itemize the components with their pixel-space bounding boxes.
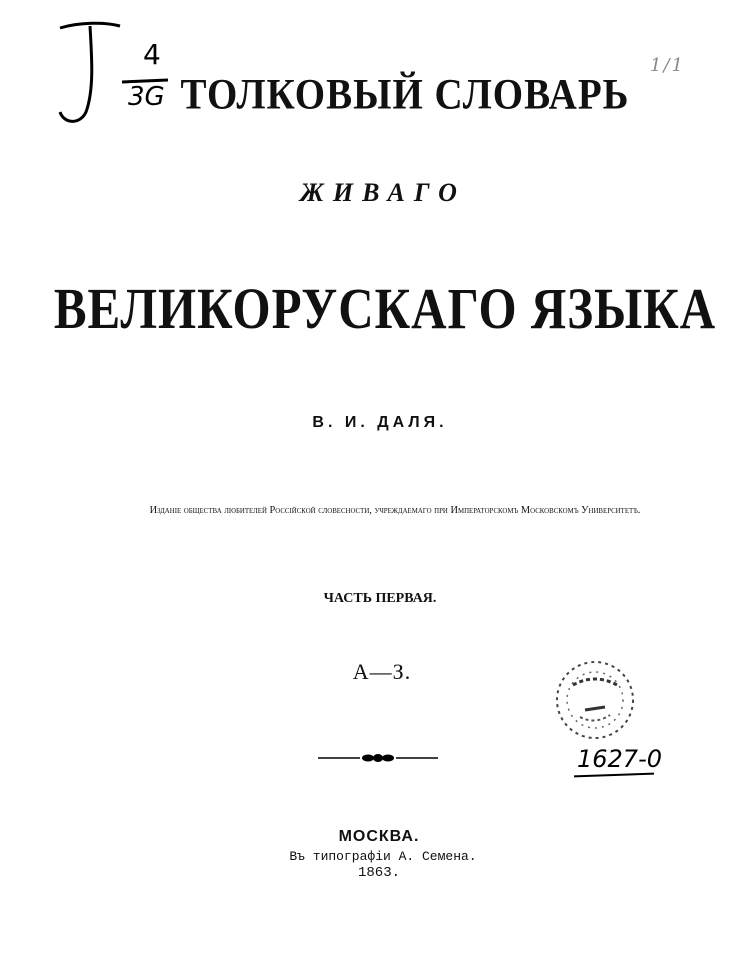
ornament-divider bbox=[318, 750, 438, 766]
author: В. И. ДАЛЯ. bbox=[312, 414, 448, 431]
inventory-number: 1627-0 bbox=[577, 745, 663, 773]
big-title: ВЕЛИКОРУСКАГО ЯЗЫКА bbox=[53, 276, 717, 341]
imprint-printer: Въ типографіи А. Семена. bbox=[289, 849, 477, 864]
edition-note: Изданіе общества любителей Россійской словесности, учреждаемаго при Императорскомъ Московскомъ Университетѣ. bbox=[149, 505, 641, 516]
imprint-city: МОСКВА. bbox=[338, 828, 420, 845]
subtitle: ЖИВАГО bbox=[300, 178, 466, 207]
imprint-year: 1863. bbox=[357, 865, 400, 881]
main-title: ТОЛКОВЫЙ СЛОВАРЬ bbox=[180, 70, 630, 119]
pencil-note: 1/1 bbox=[650, 55, 685, 76]
shelf-mark-top: 4 bbox=[143, 38, 161, 71]
letter-range: А—З. bbox=[352, 659, 412, 684]
library-stamp bbox=[545, 655, 645, 745]
shelf-mark-bottom: 3G bbox=[128, 82, 165, 112]
inventory-underline bbox=[574, 773, 654, 778]
part-label: ЧАСТЬ ПЕРВАЯ. bbox=[323, 591, 437, 606]
